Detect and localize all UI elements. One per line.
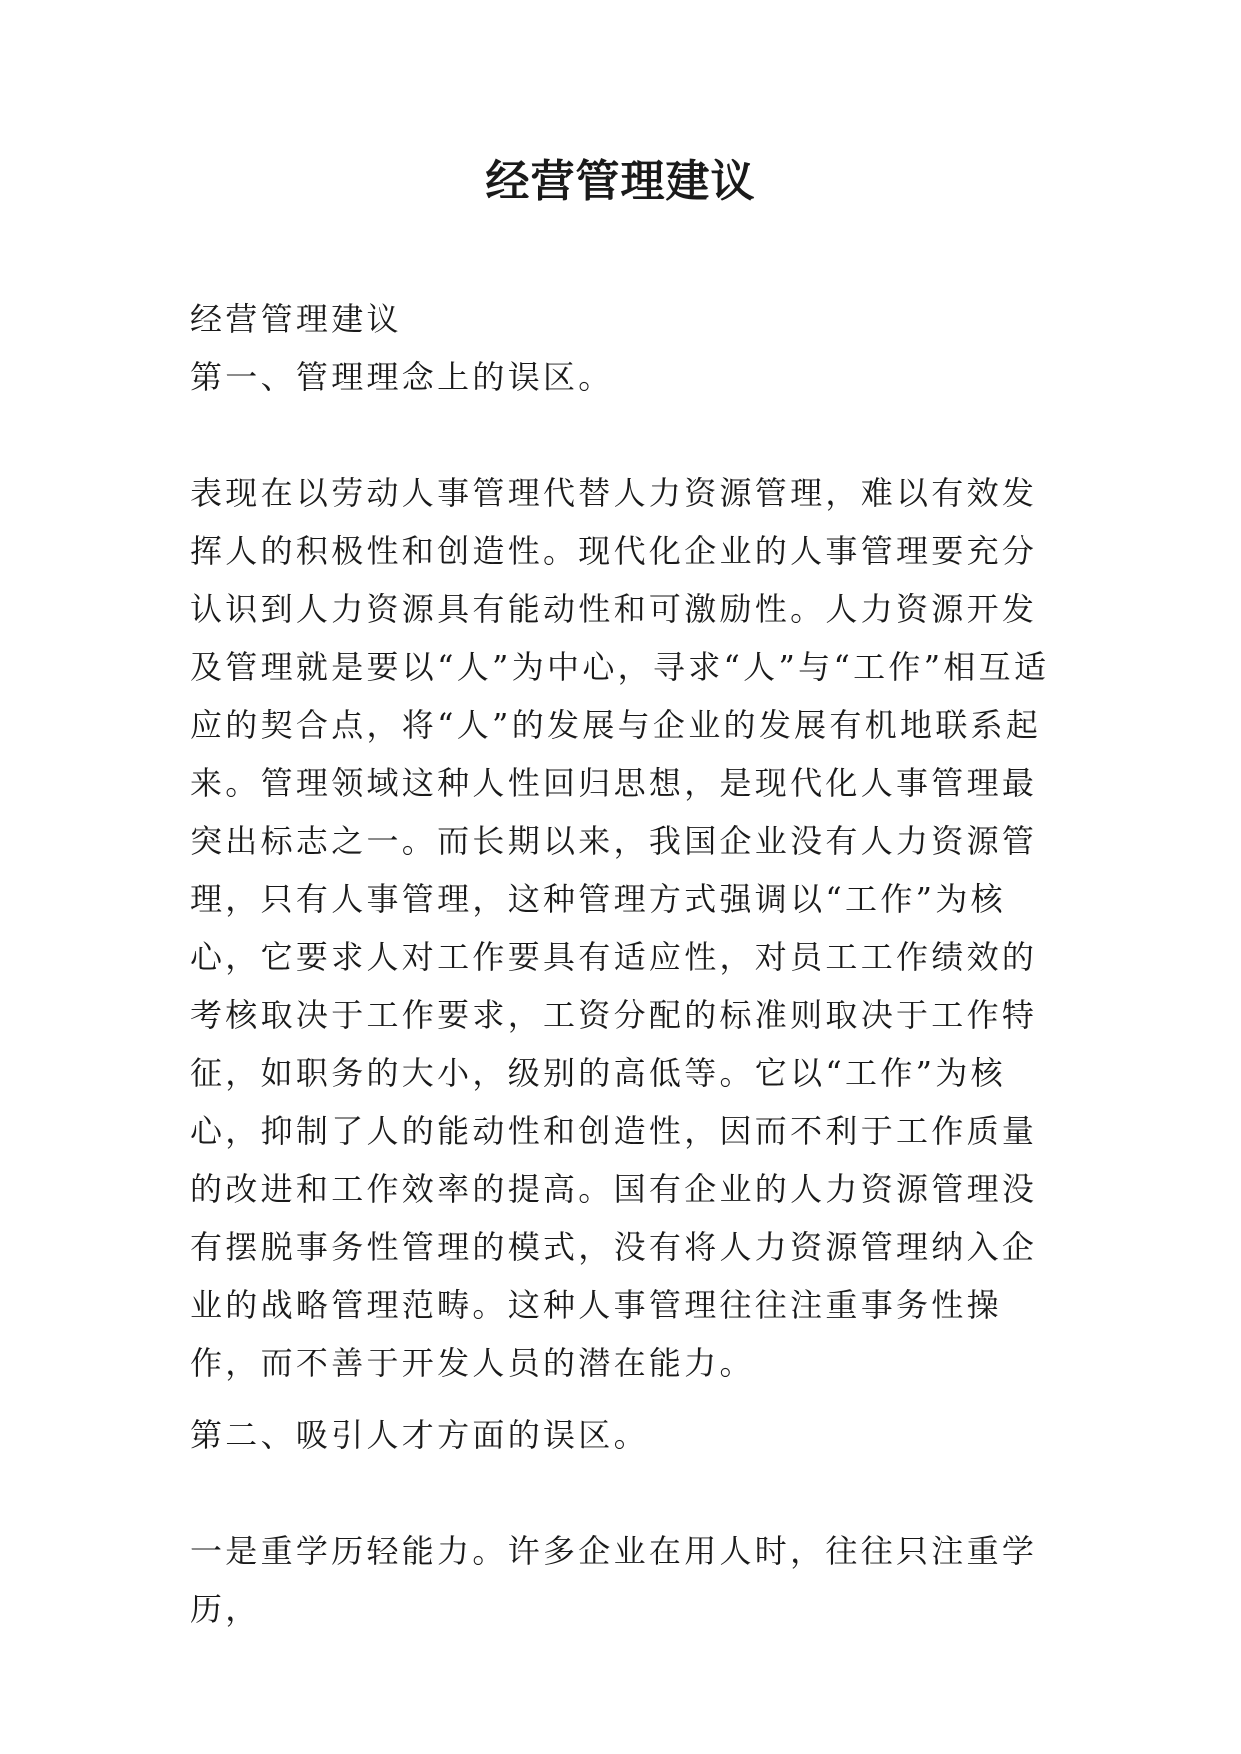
section-1-heading: 第一、管理理念上的误区。 xyxy=(190,358,614,396)
document-title: 经营管理建议 xyxy=(485,156,756,207)
document-subtitle: 经营管理建议 xyxy=(190,300,402,338)
section-2-paragraph: 一是重学历轻能力。许多企业在用人时，往往只注重学历， xyxy=(190,1532,1038,1628)
section-1-paragraph: 表现在以劳动人事管理代替人力资源管理，难以有效发挥人的积极性和创造性。现代化企业的人事管理要充分认识到人力资源具有能动性和可激励性。人力资源开发及管理就是要以“人”为中心，寻求“人”与“工作”相互适应的契合点，将“人”的发展与企业的发展有机地联系起来。管理领域这种人性回归思想，是现代化人事管理最突出标志之一。而长期以来，我国企业没有人力资源管理，只有人事管理，这种管理方式强调以“工作”为核心，它要求人对工作要具有适应性，对员工工作绩效的考核取决于工作要求，工资分配的标准则取决于工作特征，如职务的大小，级别的高低等。它以“工作”为核心，抑制了人的能动性和创造性，因而不利于工作质量的改进和工作效率的提高。国有企业的人力资源管理没有摆脱事务性管理的模式，没有将人力资源管理纳入企业的战略管理范畴。这种人事管理往往注重事务性操作，而不善于开发人员的潜在能力。 xyxy=(190,474,1050,1382)
section-2-heading: 第二、吸引人才方面的误区。 xyxy=(190,1416,649,1454)
